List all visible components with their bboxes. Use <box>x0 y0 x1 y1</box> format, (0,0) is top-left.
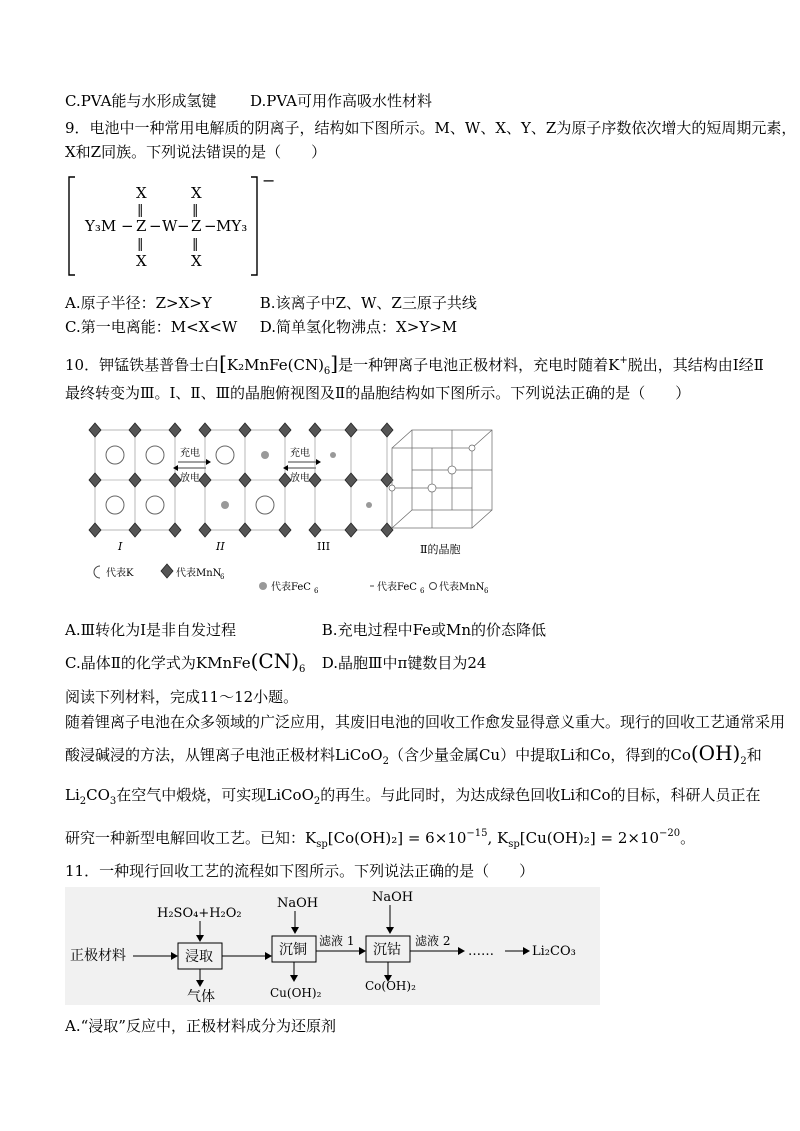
left-bracket <box>69 177 75 275</box>
reagent-naoh-1: NaOH <box>277 896 319 911</box>
structure-I <box>89 423 181 537</box>
label-II: II <box>216 540 225 553</box>
structure-III <box>309 423 393 537</box>
q10-option-a: A.Ⅲ转化为Ⅰ是非自发过程 <box>65 621 236 639</box>
q9-stem-line2: X和Z同族。下列说法错误的是（ ） <box>65 143 327 161</box>
bond-mid-1: − <box>149 217 162 235</box>
reading-p1-line2: 酸浸碱浸的方法，从锂离子电池正极材料LiCoO$_2$（含少量金属Cu）中提取Li和Co，得到的$Co(OH)_2$和 <box>65 741 762 767</box>
filtrate-2: 滤液 2 <box>415 934 451 948</box>
step-cu: 沉铜 <box>279 942 307 958</box>
z-atom-1: Z <box>136 217 147 235</box>
q10-k-sup: + <box>619 355 628 366</box>
x-bottom-1: X <box>136 252 147 270</box>
q10-bracket-open: [ <box>219 351 227 375</box>
q10-formula-sub: 6 <box>323 366 331 377</box>
q10-crystal-figure <box>80 418 540 610</box>
svg-text:6: 6 <box>420 587 425 595</box>
q9-option-c: C.第一电离能：M<X<W <box>65 318 238 336</box>
flow-input: 正极材料 <box>70 948 126 964</box>
q9-option-a: A.原子半径：Z>X>Y <box>65 294 212 312</box>
legend-k <box>94 566 134 579</box>
arrow1-charge: 充电 <box>180 448 200 459</box>
arrow2-discharge: 放电 <box>290 473 310 484</box>
product-li2co3: Li₂CO₃ <box>532 944 576 959</box>
x-bottom-2: X <box>191 252 202 270</box>
output-gas: 气体 <box>187 989 215 1005</box>
q9-anion-structure <box>65 172 285 282</box>
w-atom: W <box>162 217 178 235</box>
reading-intro: 阅读下列材料，完成11～12小题。 <box>65 688 299 706</box>
q10-option-b: B.充电过程中Fe或Mn的价态降低 <box>321 621 547 639</box>
unit-cell-II <box>389 430 492 528</box>
q9-option-d: D.简单氢化物沸点：X>Y>M <box>259 318 458 336</box>
left-group: Y₃M <box>85 217 117 235</box>
step-co: 沉钴 <box>373 942 401 958</box>
svg-text:代表MnN: 代表MnN <box>439 582 485 593</box>
bond-mid-2: − <box>177 217 190 235</box>
flow-dots: …… <box>468 944 494 959</box>
legend-mn-cell <box>430 580 490 595</box>
z-atom-2: Z <box>191 217 202 235</box>
label-I: I <box>118 540 123 553</box>
q9-options-row2 <box>65 316 457 338</box>
q10-stem-end: 脱出，其结构由Ⅰ经Ⅱ <box>627 356 764 374</box>
q10-stem-prefix: 10．钾锰铁基普鲁士白 <box>65 356 220 374</box>
q11-stem: 11．一种现行回收工艺的流程如下图所示。下列说法正确的是（ ） <box>65 862 535 880</box>
step-leach: 浸取 <box>185 949 213 965</box>
q10-options-row2 <box>65 650 486 681</box>
q9-option-b: B.该离子中Z、W、Z三原子共线 <box>259 294 477 312</box>
structure-II <box>199 423 291 537</box>
arrow2-charge: 充电 <box>290 448 310 459</box>
output-cooh2: Co(OH)₂ <box>365 979 416 993</box>
label-III: III <box>317 540 331 553</box>
q10-stem-line2: 最终转变为Ⅲ。Ⅰ、Ⅱ、Ⅲ的晶胞俯视图及Ⅱ的晶胞结构如下图所示。下列说法正确的是（ ） <box>65 384 691 402</box>
double-bond-bottom-2: ‖ <box>192 237 199 252</box>
q8-option-d: D.PVA可用作高吸水性材料 <box>250 92 433 110</box>
q10-option-d: D.晶胞Ⅲ中π键数目为24 <box>321 654 487 672</box>
svg-text:6: 6 <box>484 587 489 595</box>
legend-mn <box>161 564 225 581</box>
q10-stem-mid: 是一种钾离子电池正极材料，充电时随着K <box>338 356 620 374</box>
q10-options-row1 <box>65 619 546 641</box>
legend-fe-cell <box>370 580 425 595</box>
double-bond-top-1: ‖ <box>137 203 144 218</box>
label-cell-II: Ⅱ的晶胞 <box>420 543 461 556</box>
q9-options-row1 <box>65 292 477 314</box>
x-top-1: X <box>136 184 147 202</box>
output-cuoh2: Cu(OH)₂ <box>270 986 322 1000</box>
svg-text:代表FeC: 代表FeC <box>271 582 311 593</box>
q11-flowchart <box>65 887 600 1005</box>
svg-text:6: 6 <box>220 573 225 581</box>
reagent-naoh-2: NaOH <box>372 890 414 905</box>
charge-sign: − <box>262 172 276 190</box>
reading-p1-line3: $Li_2CO_3$在空气中煅烧，可实现LiCoO$_2$的再生。与此同时，为达成绿色回收Li和Co的目标，科研人员正在 <box>65 786 761 807</box>
x-top-2: X <box>191 184 202 202</box>
double-bond-top-2: ‖ <box>192 203 199 218</box>
right-group: MY₃ <box>216 217 248 235</box>
arrow1-discharge: 放电 <box>180 473 200 484</box>
q10-bracket-close: ] <box>330 351 339 375</box>
q8-options-line <box>65 90 432 112</box>
bond-right: − <box>204 217 217 235</box>
filtrate-1: 滤液 1 <box>319 934 355 948</box>
reagent-h2so4: H₂SO₄+H₂O₂ <box>157 906 242 921</box>
q10-option-c: C.晶体Ⅱ的化学式为$KMnFe(CN)_6$ <box>65 649 306 675</box>
svg-text:代表MnN: 代表MnN <box>176 568 222 579</box>
q9-stem-line1: 9．电池中一种常用电解质的阴离子，结构如下图所示。M、W、X、Y、Z为原子序数依次增大的短周期元素， <box>65 119 797 137</box>
svg-text:代表FeC: 代表FeC <box>377 582 417 593</box>
q10-formula: K₂MnFe(CN) <box>226 356 324 374</box>
legend-fe <box>259 580 319 595</box>
reading-p1-line4: 研究一种新型电解回收工艺。已知：$K_{sp}[Co(OH)_2] = 6\times 10^{-15}$, $K_{sp}[Cu(OH)_2] = 2\times 10^{-20}$。 <box>65 828 696 850</box>
right-bracket <box>251 177 257 275</box>
q11-option-a: A.“浸取”反应中，正极材料成分为还原剂 <box>65 1017 336 1035</box>
svg-text:6: 6 <box>314 587 319 595</box>
bond-left: − <box>121 217 134 235</box>
q8-option-c: C.PVA能与水形成氢键 <box>65 92 217 110</box>
reading-p1-line1: 随着锂离子电池在众多领域的广泛应用，其废旧电池的回收工作愈发显得意义重大。现行的回收工艺通常采用 <box>65 713 786 731</box>
q10-stem-line1 <box>65 350 764 383</box>
svg-text:代表K: 代表K <box>106 568 134 579</box>
double-bond-bottom-1: ‖ <box>137 237 144 252</box>
